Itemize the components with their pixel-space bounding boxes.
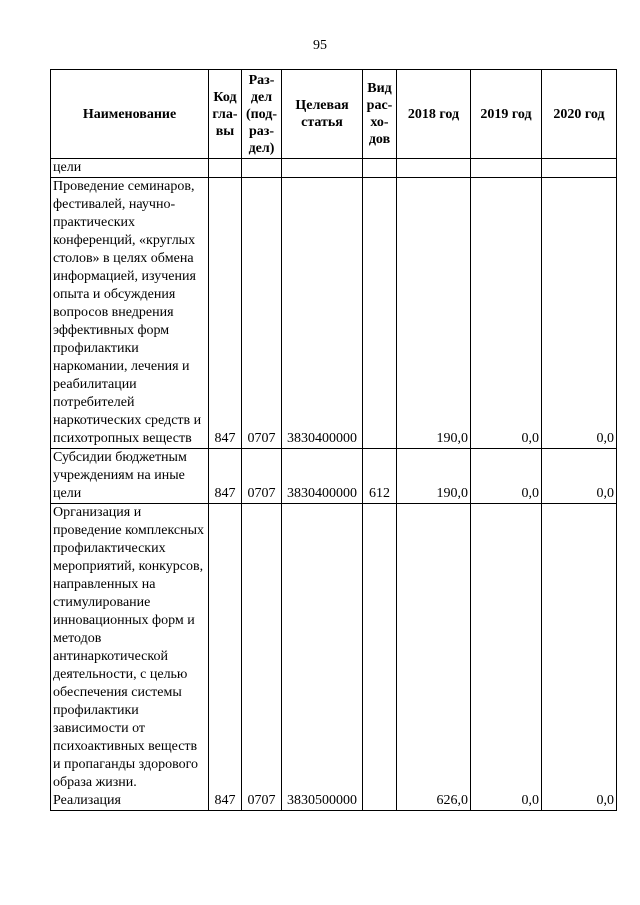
- row-razdel: 0707: [242, 504, 282, 811]
- header-glava: Код гла-вы: [209, 70, 242, 159]
- row-statya: 3830500000: [282, 504, 363, 811]
- row-2020: 0,0: [542, 178, 617, 449]
- row-razdel: 0707: [242, 449, 282, 504]
- table-header-row: [51, 70, 617, 159]
- row-2019: 0,0: [471, 449, 542, 504]
- row-glava: [209, 159, 242, 178]
- row-2019: 0,0: [471, 178, 542, 449]
- row-razdel: 0707: [242, 178, 282, 449]
- row-statya: 3830400000: [282, 449, 363, 504]
- row-vid: [363, 504, 397, 811]
- row-2018: 190,0: [397, 449, 471, 504]
- table-row: [51, 449, 617, 504]
- row-2018: [397, 159, 471, 178]
- budget-table: [50, 69, 617, 811]
- table-row: [51, 178, 617, 449]
- header-razdel: Раз-дел (под-раз-дел): [242, 70, 282, 159]
- header-2018: 2018 год: [397, 70, 471, 159]
- row-glava: 847: [209, 449, 242, 504]
- row-2018: 626,0: [397, 504, 471, 811]
- row-razdel: [242, 159, 282, 178]
- table-row: [51, 159, 617, 178]
- row-name: Проведение семинаров, фестивалей, научно-практических конференций, «круглых столов» в целях обмена информацией, изучения опыта и обсуждения вопросов внедрения эффективных форм профилактики наркомании, лечения и реабилитации потребителей наркотических средств и психотропных веществ: [51, 178, 209, 449]
- row-2020: 0,0: [542, 449, 617, 504]
- row-2018: 190,0: [397, 178, 471, 449]
- row-glava: 847: [209, 504, 242, 811]
- row-name: Организация и проведение комплексных профилактических мероприятий, конкурсов, направленных на стимулирование инновационных форм и методов антинаркотической деятельности, с целью обеспечения системы профилактики зависимости от психоактивных веществ и пропаганды здорового образа жизни. Реализация: [51, 504, 209, 811]
- row-name: Субсидии бюджетным учреждениям на иные цели: [51, 449, 209, 504]
- header-vid: Вид рас-хо-дов: [363, 70, 397, 159]
- row-name: цели: [51, 159, 209, 178]
- row-vid: [363, 178, 397, 449]
- row-2020: 0,0: [542, 504, 617, 811]
- header-2020: 2020 год: [542, 70, 617, 159]
- row-glava: 847: [209, 178, 242, 449]
- row-2019: 0,0: [471, 504, 542, 811]
- row-2019: [471, 159, 542, 178]
- row-statya: 3830400000: [282, 178, 363, 449]
- header-name: Наименование: [51, 70, 209, 159]
- header-2019: 2019 год: [471, 70, 542, 159]
- table-row: [51, 504, 617, 811]
- row-2020: [542, 159, 617, 178]
- row-statya: [282, 159, 363, 178]
- header-statya: Целевая статья: [282, 70, 363, 159]
- row-vid: [363, 159, 397, 178]
- row-vid: 612: [363, 449, 397, 504]
- page-number: 95: [313, 38, 327, 53]
